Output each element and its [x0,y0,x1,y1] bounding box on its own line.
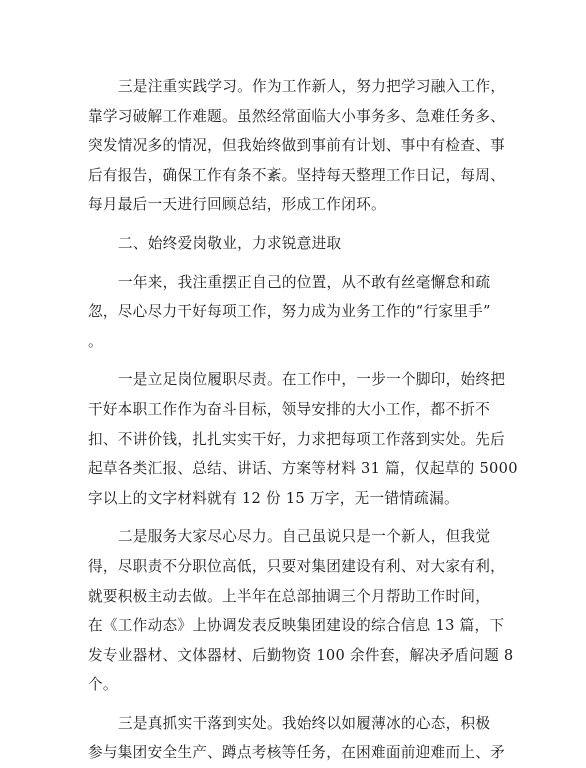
text-line: 忽，尽心尽力干好每项工作，努力成为业务工作的“行家里手” [88,303,491,321]
paragraph-intro [88,268,500,357]
text-line: 得，尽职责不分职位高低，只要对集团建设有利、对大家有利， [88,557,506,575]
text-line: 扣、不讲价钱，扎扎实实干好，力求把每项工作落到实处。先后 [88,430,506,448]
paragraph-practical-work [88,709,506,768]
section-heading [88,229,500,259]
heading-line: 二、始终爱岗敬业，力求锐意进取 [118,234,342,252]
text-line: 二是服务大家尽心尽力。自己虽说只是一个新人，但我觉 [118,528,491,546]
text-line: 三是注重实践学习。作为工作新人，努力把学习融入工作， [118,78,506,95]
text-line: 起草各类汇报、总结、讲话、方案等材料 31 篇，仅起草的 5000 [88,460,518,478]
text-line: 突发情况多的情况，但我始终做到事前有计划、事中有检查、事 [88,137,506,155]
text-line: 一是立足岗位履职尽责。在工作中，一步一个脚印，始终把 [118,371,506,389]
text-line: 每月最后一天进行回顾总结，形成工作闭环。 [88,196,386,214]
text-line: 干好本职工作作为奋斗目标，领导安排的大小工作，都不折不 [88,400,491,418]
paragraph-spacer [88,356,500,365]
text-line: 。 [88,332,103,350]
text-line: 发专业器材、文体器材、后勤物资 100 余件套，解决矛盾问题 8 [88,646,514,664]
text-line: 一年来，我注重摆正自己的位置，从不敢有丝毫懈怠和疏 [118,273,491,291]
text-line: 后有报告，确保工作有条不紊。坚持每天整理工作日记，每周、 [88,166,506,184]
paragraph-spacer [88,700,500,709]
paragraph-spacer [88,220,500,229]
document-body [88,72,518,768]
paragraph-spacer [88,513,500,522]
text-line: 在《工作动态》上协调发表反映集团建设的综合信息 13 篇，下 [88,617,505,635]
text-line: 就要积极主动去做。上半年在总部抽调三个月帮助工作时间， [88,587,491,605]
paragraph-duty [88,365,518,513]
text-line: 靠学习破解工作难题。虽然经常面临大小事务多、急难任务多、 [88,107,506,125]
paragraph-spacer [88,259,500,268]
paragraph-practice-learning [88,72,506,220]
text-line: 参与集团安全生产、蹲点考核等任务，在困难面前迎难而上、矛 [88,744,506,762]
text-line: 个。 [88,676,118,694]
text-line: 字以上的文字材料就有 12 份 15 万字，无一错情疏漏。 [88,489,459,507]
paragraph-service [88,522,514,700]
text-line: 三是真抓实干落到实处。我始终以如履薄冰的心态，积极 [118,714,491,732]
